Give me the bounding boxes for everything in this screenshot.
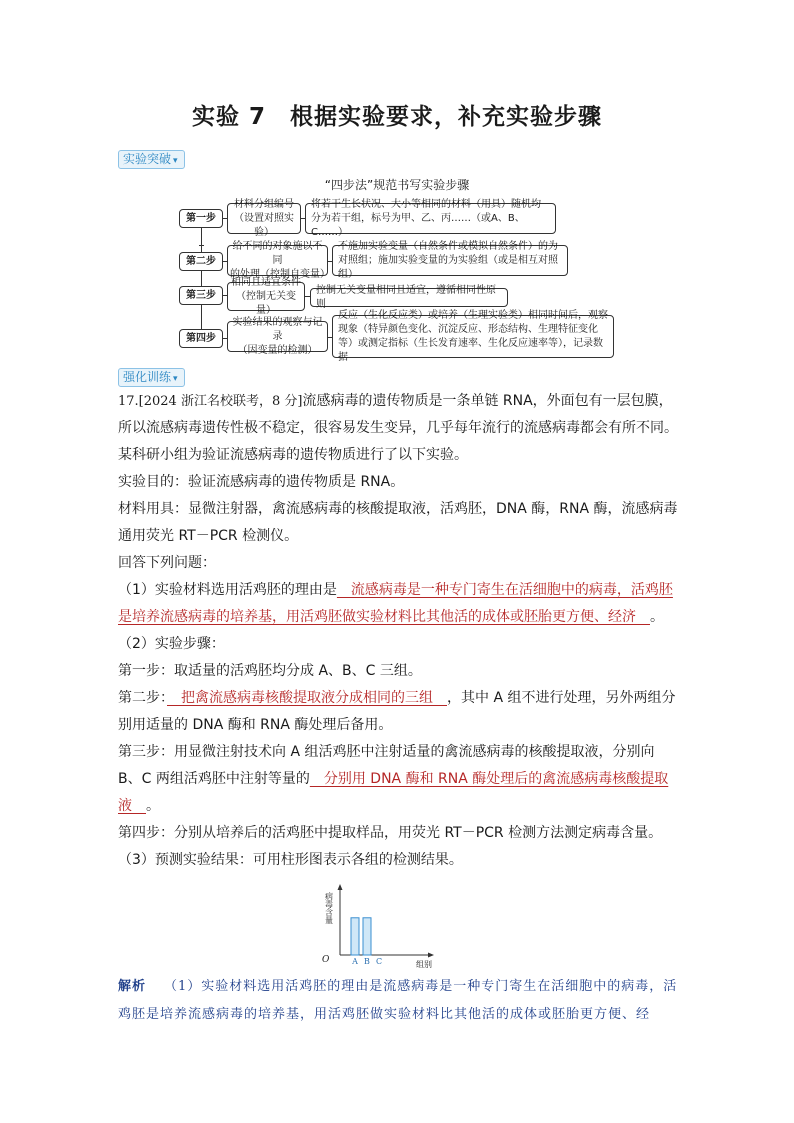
section-tag-label: 实验突破 — [123, 152, 172, 166]
page-title: 实验 7 根据实验要求，补充实验步骤 — [191, 104, 602, 130]
step-2-rest: ，其中 A 组不进行处理，另外两组分别用适量的 DNA 酶和 RNA 酶处理后备用。 — [118, 690, 676, 733]
answer-2: 把禽流感病毒核酸提取液分成相同的三组 — [167, 690, 447, 706]
analysis-text: （1）实验材料选用活鸡胚的理由是流感病毒是一种专门寄生在活细胞中的病毒，活鸡胚是培养流感病毒的培养基，用活鸡胚做实验材料比其他活的成体或胚胎更方便、经 — [118, 979, 678, 1022]
step-3-label: 第三步：用显微注射技术向 A 组活鸡胚中注射适量的禽流感病毒的核酸提取液，分别向 B、C 两组活鸡胚中注射等量的 — [118, 744, 655, 787]
step-3-end: 。 — [146, 798, 160, 814]
question-3: （3）预测实验结果：可用柱形图表示各组的检测结果。 — [118, 852, 463, 868]
question-2: （2）实验步骤： — [118, 636, 225, 652]
step-2-text — [118, 685, 678, 739]
topic-line: 的处理（控制自变量） — [230, 268, 330, 280]
flow-step-3-desc: 控制无关变量相同且适宜，遵循相同性原则 — [310, 288, 508, 307]
bar-group — [351, 918, 382, 966]
chevron-down-icon: ▾ — [173, 374, 178, 384]
question-1-end: 。 — [650, 609, 664, 625]
chevron-down-icon: ▾ — [173, 156, 178, 166]
y-axis-arrow — [338, 884, 343, 890]
topic-line: 材料分组编号 — [234, 198, 294, 210]
question-source: 17.[2024 浙江名校联考，8 分] — [118, 394, 303, 409]
origin-label: O — [322, 955, 330, 965]
question-body — [118, 388, 678, 874]
topic-line: 实验结果的观察与记录 — [232, 316, 323, 342]
flow-step-3-topic — [227, 276, 305, 316]
question-intro — [118, 388, 678, 469]
answer-3: 分别用 DNA 酶和 RNA 酶处理后的禽流感病毒核酸提取液 — [118, 771, 669, 814]
step-2-label: 第二步： — [118, 690, 167, 706]
flow-step-4-topic — [227, 316, 328, 356]
topic-line: （设置对照实验） — [234, 212, 294, 238]
topic-line: 相同且适宜条件 — [231, 276, 301, 288]
flow-step-3: 第三步 — [179, 286, 223, 305]
tick-label-C: C — [375, 957, 383, 966]
question-1-text: （1）实验材料选用活鸡胚的理由是 — [118, 582, 337, 598]
flow-step-1-topic — [227, 198, 301, 238]
section-tag-training — [118, 368, 185, 387]
section-tag-breakthrough — [118, 150, 185, 169]
x-axis-arrow — [428, 953, 434, 958]
step-3-text — [118, 739, 678, 820]
bar-B — [363, 918, 371, 955]
question-intro-text: 流感病毒的遗传物质是一条单链 RNA，外面包有一层包膜，所以流感病毒遗传性极不稳定，很容易发生变异，几乎每年流行的流感病毒都会有所不同。某科研小组为验证流感病毒的遗传物质进行了以下实验。 — [118, 393, 678, 463]
experiment-purpose: 实验目的：验证流感病毒的遗传物质是 RNA。 — [118, 474, 405, 490]
answer-1: 流感病毒是一种专门寄生在活细胞中的病毒，活鸡胚是培养流感病毒的培养基，用活鸡胚做实验材料比其他活的成体或胚胎更方便、经济 — [118, 582, 673, 625]
step-4-text: 第四步：分别从培养后的活鸡胚中提取样品，用荧光 RT－PCR 检测方法测定病毒含量。 — [118, 825, 663, 841]
flow-step-1-desc: 将若干生长状况、大小等相同的材料（用具）随机均分为若干组，标号为甲、乙、丙……（或A、B、C……） — [305, 203, 556, 234]
topic-line: （因变量的检测） — [237, 344, 318, 356]
x-axis-label: 组别 — [416, 960, 432, 969]
flow-step-2-desc: 不施加实验变量（自然条件或模拟自然条件）的为对照组；施加实验变量的为实验组（或是相互对照组） — [332, 245, 568, 276]
experiment-materials: 材料用具：显微注射器，禽流感病毒的核酸提取液，活鸡胚，DNA 酶，RNA 酶，流感病毒通用荧光 RT－PCR 检测仪。 — [118, 501, 678, 544]
flow-step-2-topic — [227, 240, 330, 280]
section-tag-label: 强化训练 — [123, 370, 172, 384]
tick-label-A: A — [352, 957, 358, 966]
flow-step-4: 第四步 — [179, 329, 223, 348]
flow-heading: “四步法”规范书写实验步骤 — [324, 178, 470, 192]
topic-line: 给不同的对象施以不同 — [232, 240, 323, 266]
flow-connector — [199, 245, 204, 246]
tick-label-B: B — [364, 957, 370, 966]
result-bar-chart — [318, 880, 468, 970]
analysis — [118, 973, 678, 1029]
bar-A — [351, 918, 359, 955]
question-prompt: 回答下列问题： — [118, 555, 216, 571]
flow-step-1: 第一步 — [179, 209, 223, 228]
flow-step-4-desc: 反应（生化反应类）或培养（生理实验类）相同时间后，观察现象（特异颜色变化、沉淀反应、形态结构、生理特征变化等）或测定指标（生长发育速率、生化反应速率等），记录数据 — [332, 315, 614, 358]
flow-step-2: 第二步 — [179, 252, 223, 271]
y-axis-label: 病毒含量 — [324, 892, 334, 924]
topic-line: （控制无关变量） — [236, 290, 296, 316]
analysis-label: 解析 — [118, 979, 147, 994]
step-1-text: 第一步：取适量的活鸡胚均分成 A、B、C 三组。 — [118, 663, 422, 679]
question-1 — [118, 577, 678, 631]
